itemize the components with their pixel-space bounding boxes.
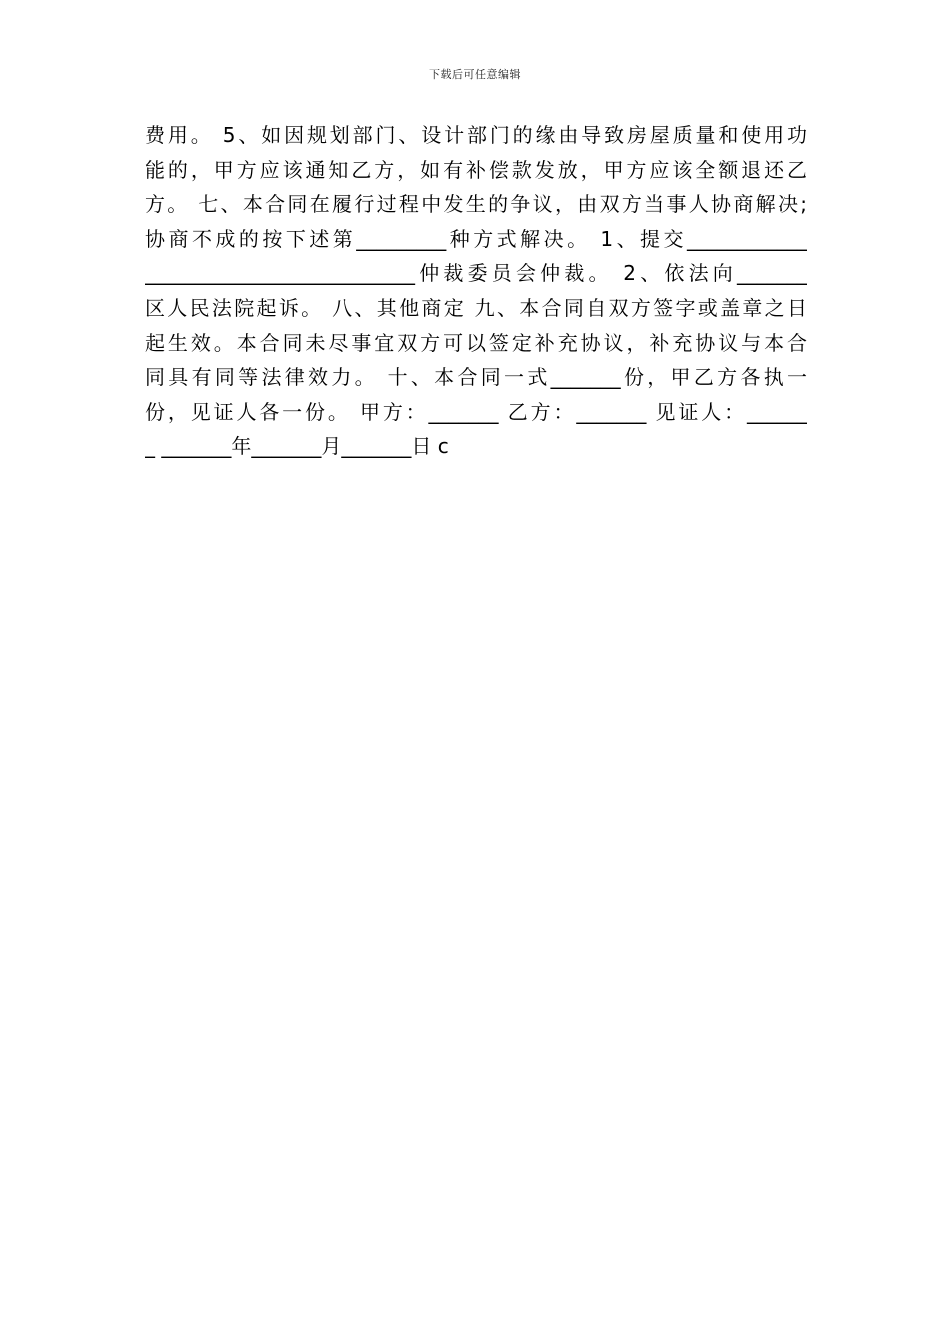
text-line: 区人民法院起诉。 八、其他商定 九、本合同自双方签字或盖章之日	[145, 295, 807, 320]
text-line: ___________________________仲裁委员会仲裁。 2、依法向_______	[145, 261, 807, 286]
contract-body	[145, 118, 807, 464]
text-line: 方。 七、本合同在履行过程中发生的争议，由双方当事人协商解决;	[145, 192, 807, 217]
header-note: 下载后可任意编辑	[429, 68, 521, 81]
text-line: 起生效。本合同未尽事宜双方可以签定补充协议，补充协议与本合	[145, 330, 807, 355]
text-line: 份，见证人各一份。 甲方：_______ 乙方：_______ 见证人：______	[145, 399, 807, 424]
text-line: 协商不成的按下述第_________种方式解决。 1、提交____________	[145, 226, 807, 251]
text-line: _ _______年_______月_______日 c	[145, 434, 449, 459]
text-line: 能的，甲方应该通知乙方，如有补偿款发放，甲方应该全额退还乙	[145, 157, 807, 182]
text-line: 同具有同等法律效力。 十、本合同一式_______份，甲乙方各执一	[145, 365, 807, 390]
text-line: 费用。 5、如因规划部门、设计部门的缘由导致房屋质量和使用功	[145, 123, 807, 147]
